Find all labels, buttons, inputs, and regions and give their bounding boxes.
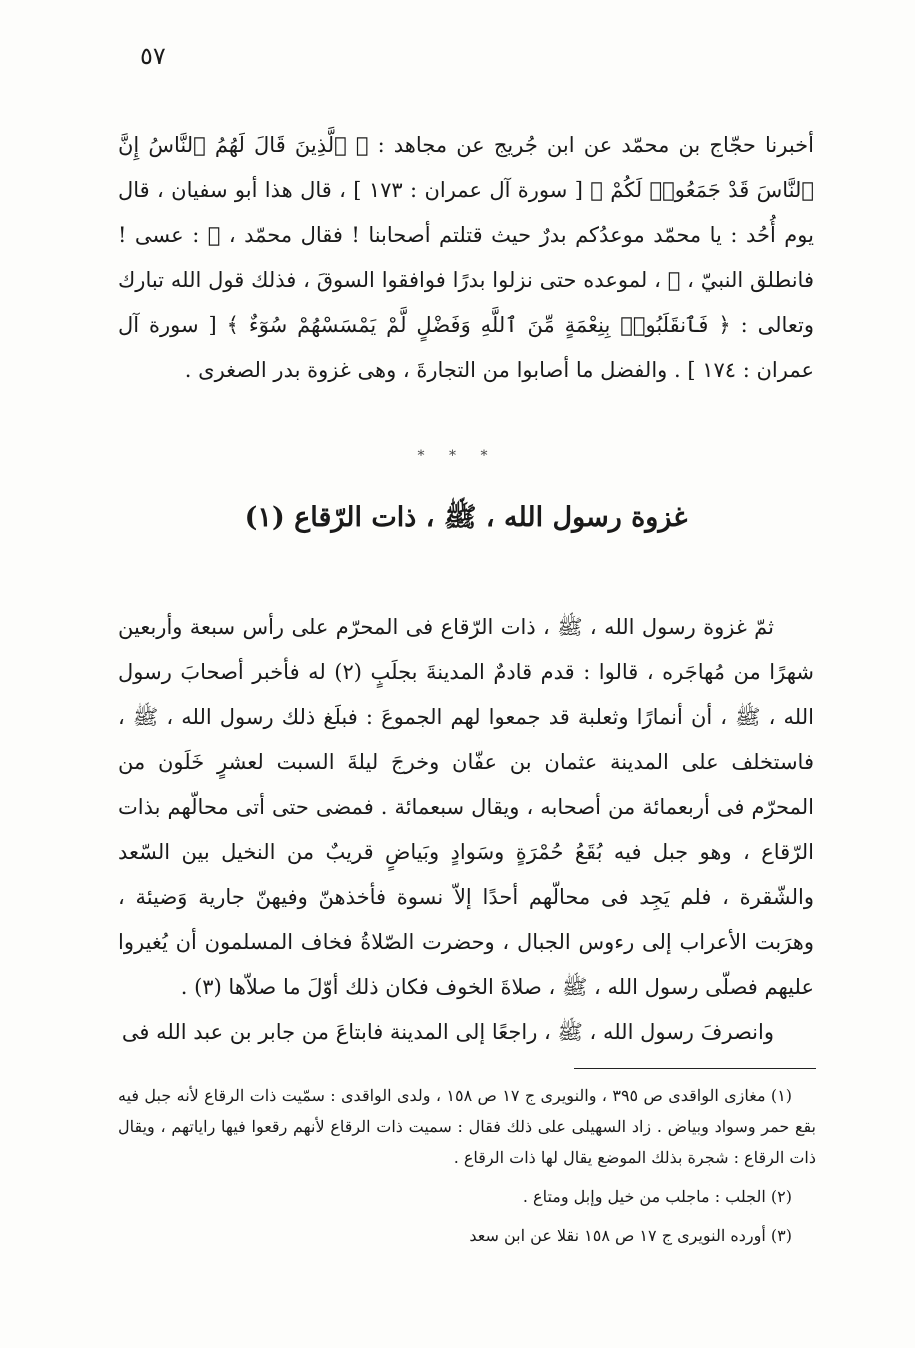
page-number: ٥٧ — [140, 42, 166, 70]
footnotes — [118, 1080, 816, 1251]
body-paragraph: وانصرفَ رسول الله ، ﷺ ، راجعًا إلى المدينة فابتاعَ من جابر بن عبد الله فى — [121, 1020, 774, 1044]
footnote-divider — [574, 1068, 816, 1069]
section-heading: غزوة رسول الله ، ﷺ ، ذات الرّقاع (١) — [244, 502, 688, 533]
body-paragraph: ثمّ غزوة رسول الله ، ﷺ ، ذات الرّقاع فى المحرّم على رأس سبعة وأربعين شهرًا من مُهاجَره ، قالوا : قدم قادمٌ المدينةَ بجلَبٍ (٢) له فأخبر أصحابَ رسول الله ، ﷺ ، أن أنمارًا وثعلبة قد جمعوا لهم الجموعَ : فبلَغ ذلك رسول الله ، ﷺ ، فاستخلف على المدينة عثمان بن عفّان وخرجَ ليلةَ السبت لعشرٍ خَلَون من المحرّم فى أربعمائة من أصحابه ، ويقال سبعمائة . فمضى حتى أتى محالّهم بذات الرّقاع ، وهو جبل فيه بُقَعُ حُمْرَةٍ وسَوادٍ وبَياضٍ قريبٌ من النخيل بين السّعد والشّقرة ، فلم يَجِد فى محالّهم أحدًا إلاّ نسوة فأخذهنّ وفيهنّ جارية وَضيئة ، وهرَبت الأعراب إلى رءوس الجبال ، وحضرت الصّلاةُ فخاف المسلمون أن يُغيروا عليهم فصلّى رسول الله ، ﷺ ، صلاةَ الخوف فكان ذلك أوّلَ ما صلاّها (٣) . — [118, 615, 814, 999]
footnote-3: (٣) أورده النويرى ج ١٧ ص ١٥٨ نقلا عن ابن سعد — [469, 1226, 792, 1245]
intro-paragraph: أخبرنا حجّاج بن محمّد عن ابن جُريج عن مجاهد : ﴿ ٱلَّذِينَ قَالَ لَهُمُ ٱلنَّاسُ إِنَّ ٱلنَّاسَ قَدْ جَمَعُوا۟ لَكُمْ ﴾ [ سورة آل عمران : ١٧٣ ] ، قال هذا أبو سفيان ، قال يوم أُحُد : يا محمّد موعدُكم بدرٌ حيث قتلتم أصحابنا ! فقال محمّد ، ﷺ : عسى ! فانطلق النبيّ ، ﷺ ، لموعده حتى نزلوا بدرًا فوافقوا السوقَ ، فذلك قول الله تبارك وتعالى : ﴿ فَٱنقَلَبُوا۟ بِنِعْمَةٍ مِّنَ ٱللَّهِ وَفَضْلٍ لَّمْ يَمْسَسْهُمْ سُوٓءٌ ﴾ [ سورة آل عمران : ١٧٤ ] . والفضل ما أصابوا من التجارةَ ، وهى غزوة بدر الصغرى . — [118, 133, 814, 382]
footnote-1: (١) مغازى الواقدى ص ٣٩٥ ، والنويرى ج ١٧ ص ١٥٨ ، ولدى الواقدى : سمّيت ذات الرقاع لأنه جبل فيه بقع حمر وسواد وبياض . زاد السهيلى على ذلك فقال : سميت ذات الرقاع لأنهم رقعوا فيها راياتهم ، ويقال ذات الرقاع : شجرة بذلك الموضع يقال لها ذات الرقاع . — [118, 1086, 816, 1167]
footnote-2: (٢) الجلب : ماجلب من خيل وإبل ومتاع . — [522, 1187, 792, 1206]
section-separator: * * * — [417, 448, 498, 464]
intro-text — [118, 123, 814, 393]
body-text — [118, 605, 814, 1055]
